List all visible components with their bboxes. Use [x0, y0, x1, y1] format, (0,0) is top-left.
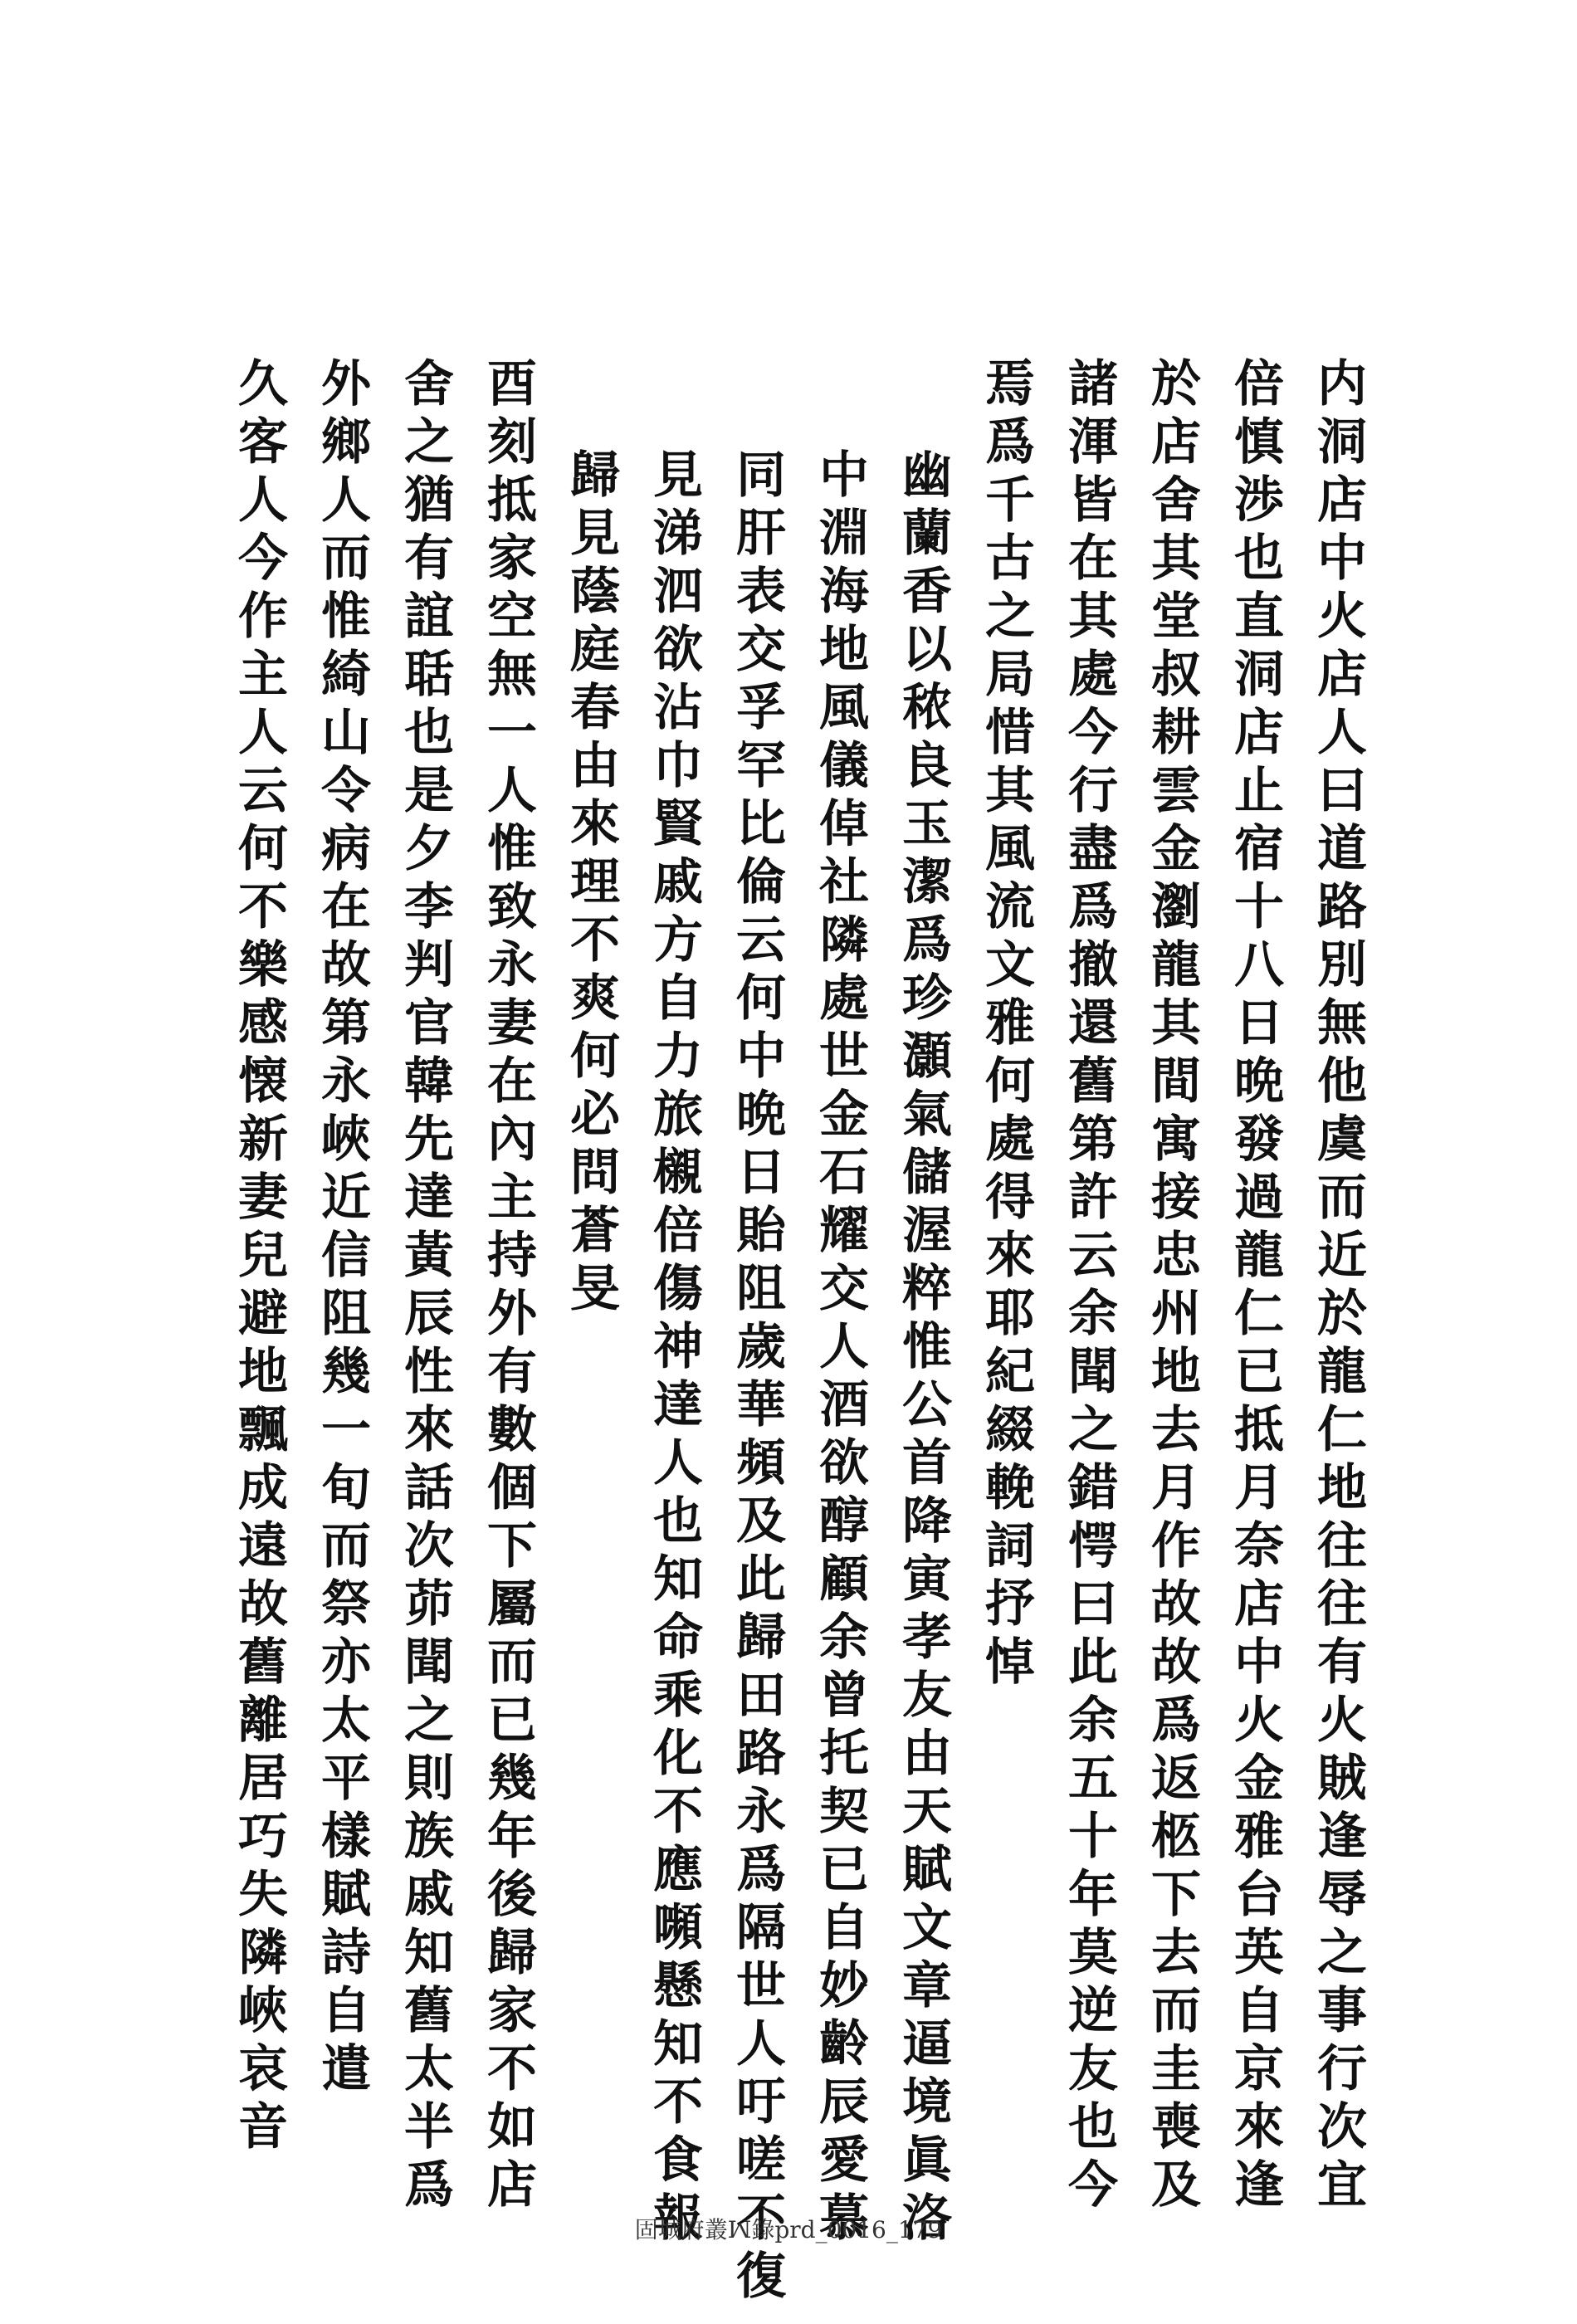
text-column-11: 酉刻抵家空無一人惟致永妻在內主持外有數個下屬而已幾年後歸家不如店 — [479, 357, 537, 2216]
page-caption: 固城府叢ꟽ錄prd_0016_179 — [634, 2216, 943, 2243]
text-column-9: 見涕泗欲沾巾賢戚方自力旅櫬倍傷神達人也知命乘化不應嚬懸知不食報 — [645, 448, 703, 2249]
text-column-6: 幽蘭香以秾良玉潔爲珍灝氣儲渥粹惟公首降寅孝友由天賦文章逼境眞洛 — [894, 448, 952, 2249]
text-column-10: 歸見蔭庭春由來理不爽何必問蒼旻 — [562, 448, 620, 1320]
text-column-4: 諸渾皆在其處今行盡爲撤還舊第許云余聞之錯愕曰此余五十年莫逆友也今 — [1060, 357, 1118, 2216]
text-column-2: 倍慎渉也直洞店止宿十八日晩發過龍仁已抵月奈店中火金雅台英自京來逢 — [1226, 357, 1284, 2216]
text-column-5: 焉爲千古之局惜其風流文雅何處得來耶紀綴輓詞抒悼 — [977, 357, 1035, 1693]
text-column-7: 中淵海地風儀倬社隣處世金石耀交人酒欲醇顧余曾托契已自妙齡辰愛慕 — [811, 448, 869, 2249]
text-column-14: 久客人今作主人云何不樂感懐新妻兒避地飄成遠故舊離居巧失隣峽哀音 — [230, 357, 288, 2158]
text-column-3: 於店舍其堂叔耕雲金瀏龍其間寓接忠州地去月作故故爲返柩下去而圭喪及 — [1143, 357, 1201, 2216]
text-column-13: 外鄉人而惟綺山令病在故第永峽近信阻幾一旬而祭亦太平樣賦詩自遣 — [313, 357, 371, 2100]
text-column-1: 内洞店中火店人曰道路別無他虞而近於龍仁地往往有火賊逢辱之事行次宜 — [1309, 357, 1367, 2216]
text-column-12: 舍之猶有誼聒也是夕李判官韓先達黃辰性來話次茆聞之則族戚知舊太半爲 — [396, 357, 454, 2216]
text-column-8: 同肝表交孚罕比倫云何中晩日貽阻歲華頻及此歸田路永爲隔世人吁嗟不復 — [728, 448, 786, 2307]
